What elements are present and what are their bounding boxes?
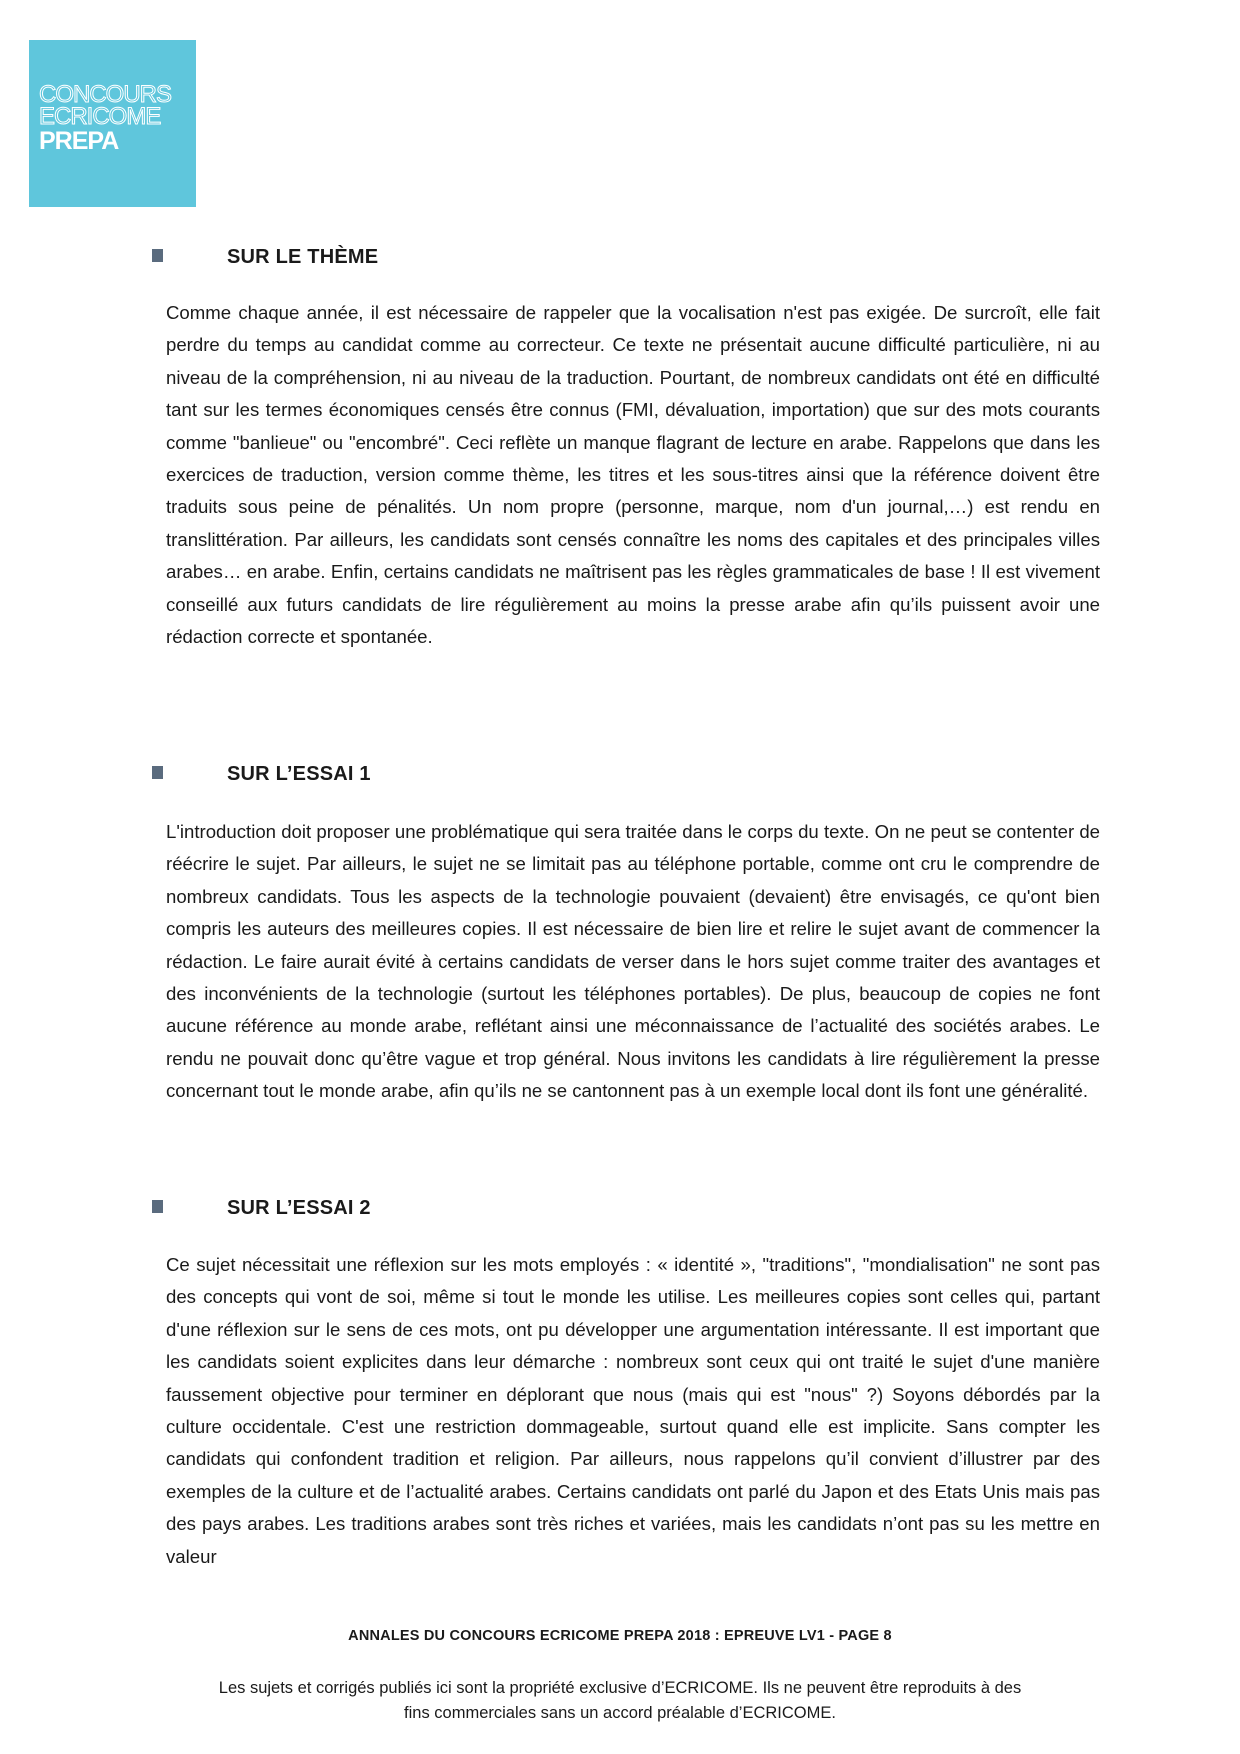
logo-text-ecricome: ECRICOME xyxy=(39,103,161,130)
section-heading-essai-1 xyxy=(152,763,371,786)
square-bullet-icon xyxy=(152,1200,163,1213)
section-heading-essai-2 xyxy=(152,1197,371,1220)
square-bullet-icon xyxy=(152,766,163,779)
section-title-theme: SUR LE THÈME xyxy=(227,246,379,268)
footer-note-line-1: Les sujets et corrigés publiés ici sont la propriété exclusive d’ECRICOME. Ils ne peuvent être reproduits à des xyxy=(218,1679,1022,1697)
section-text-essai-1: L'introduction doit proposer une problématique qui sera traitée dans le corps du texte. On ne peut se contenter de réécrire le sujet. Par ailleurs, le sujet ne se limitait pas au téléphone portable, comme ont cru le comprendre de nombreux candidats. Tous les aspects de la technologie pouvaient (devaient) être envisagés, ce qu'ont bien compris les auteurs des meilleures copies. Il est nécessaire de bien lire et relire le sujet avant de commencer la rédaction. Le faire aurait évité à certains candidats de verser dans le hors sujet comme traiter des avantages et des inconvénients de la technologie (surtout les téléphones portables). De plus, beaucoup de copies ne font aucune référence au monde arabe, reflétant ainsi une méconnaissance de l’actualité des sociétés arabes. Le rendu ne pouvait donc qu’être vague et trop général. Nous invitons les candidats à lire régulièrement la presse concernant tout le monde arabe, afin qu’ils ne se cantonnent pas à un exemple local dont ils font une généralité. xyxy=(166,821,1100,1102)
square-bullet-icon xyxy=(152,249,163,262)
section-title-essai-1: SUR L’ESSAI 1 xyxy=(227,763,371,785)
logo-text-concours: CONCOURS xyxy=(39,81,172,108)
section-title-essai-2: SUR L’ESSAI 2 xyxy=(227,1197,371,1219)
ecricome-logo xyxy=(29,40,196,207)
section-heading-theme xyxy=(152,246,378,269)
section-text-essai-2: Ce sujet nécessitait une réflexion sur les mots employés : « identité », "traditions", "mondialisation" ne sont pas des concepts qui vont de soi, même si tout le monde les utilise. Les meilleures copies sont celles qui, partant d'une réflexion sur le sens de ces mots, ont pu développer une argumentation intéressante. Il est important que les candidats soient explicites dans leur démarche : nombreux sont ceux qui ont traité le sujet d'une manière faussement objective pour terminer en déplorant que nous (mais qui est "nous" ?) Soyons débordés par la culture occidentale. C'est une restriction dommageable, surtout quand elle est implicite. Sans compter les candidats qui confondent tradition et religion. Par ailleurs, nous rappelons qu’il convient d’illustrer par des exemples de la culture et de l’actualité arabes. Certains candidats ont parlé du Japon et des Etats Unis mais pas des pays arabes. Les traditions arabes sont très riches et variées, mais les candidats n’ont pas su les mettre en valeur xyxy=(166,1254,1100,1567)
logo-text-prepa: PREPA xyxy=(39,127,119,155)
footer-title: ANNALES DU CONCOURS ECRICOME PREPA 2018 : EPREUVE LV1 - PAGE 8 xyxy=(348,1628,892,1644)
footer-copyright-note xyxy=(0,1676,1240,1726)
section-text-theme: Comme chaque année, il est nécessaire de rappeler que la vocalisation n'est pas exigée. De surcroît, elle fait perdre du temps au candidat comme au correcteur. Ce texte ne présentait aucune difficulté particulière, ni au niveau de la compréhension, ni au niveau de la traduction. Pourtant, de nombreux candidats ont été en difficulté tant sur les termes économiques censés être connus (FMI, dévaluation, importation) que sur des mots courants comme "banlieue" ou "encombré". Ceci reflète un manque flagrant de lecture en arabe. Rappelons que dans les exercices de traduction, version comme thème, les titres et les sous-titres ainsi que la référence doivent être traduits sous peine de pénalités. Un nom propre (personne, marque, nom d'un journal,…) est rendu en translittération. Par ailleurs, les candidats sont censés connaître les noms des capitales et des principales villes arabes… en arabe. Enfin, certains candidats ne maîtrisent pas les règles grammaticales de base ! Il est vivement conseillé aux futurs candidats de lire régulièrement au moins la presse arabe afin qu’ils puissent avoir une rédaction correcte et spontanée. xyxy=(166,302,1100,648)
footer-note-line-2: fins commerciales sans un accord préalable d’ECRICOME. xyxy=(404,1704,836,1722)
